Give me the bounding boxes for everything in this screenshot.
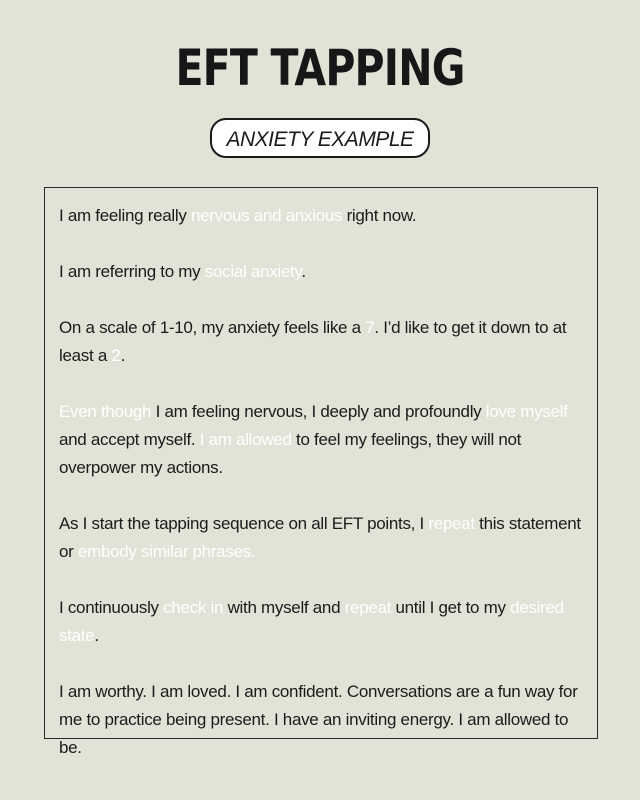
highlight-phrase: nervous and anxious — [190, 206, 343, 225]
text-segment: right now. — [342, 206, 417, 225]
highlight-phrase: check in — [163, 598, 224, 617]
text-segment: . — [301, 262, 306, 281]
paragraph-check-in — [59, 594, 583, 650]
paragraph-feeling — [59, 202, 583, 230]
paragraph-setup-statement — [59, 398, 583, 482]
text-segment: As I start the tapping sequence on all EFT points, I — [59, 514, 429, 533]
highlight-phrase: I am allowed — [199, 430, 292, 449]
paragraph-tapping-sequence — [59, 510, 583, 566]
text-segment: I am worthy. I am loved. I am confident. Conversations are a fun way for me to practice being present. I have an inviting energy. I am allowed to be. — [59, 682, 578, 757]
text-segment: I am feeling nervous, I deeply and profoundly — [151, 402, 486, 421]
page-title: EFT TAPPING — [175, 39, 465, 97]
text-segment: . — [94, 626, 99, 645]
text-segment: I am feeling really — [59, 206, 191, 225]
text-segment: and accept myself. — [59, 430, 200, 449]
highlight-phrase: love myself — [485, 402, 568, 421]
subtitle-container — [0, 118, 640, 158]
text-segment: . I’d like to get it down to at least a — [59, 318, 567, 365]
text-segment: . — [120, 346, 126, 365]
highlight-phrase: Even though — [59, 402, 152, 421]
text-segment: to feel my feelings, they will not overpower my actions. — [59, 430, 522, 477]
paragraph-referring — [59, 258, 583, 286]
script-box — [44, 187, 598, 757]
text-segment: I am referring to my — [59, 262, 205, 281]
text-segment: I continuously — [59, 598, 164, 617]
highlight-phrase: 7 — [365, 318, 375, 337]
text-segment: until I get to my — [391, 598, 511, 617]
highlight-phrase: social anxiety — [204, 262, 302, 281]
highlight-phrase: repeat — [428, 514, 475, 533]
subtitle-pill: ANXIETY EXAMPLE — [210, 118, 429, 158]
paragraph-affirmations — [59, 678, 583, 762]
highlight-phrase: 2 — [111, 346, 121, 365]
text-segment: On a scale of 1-10, my anxiety feels like a — [59, 318, 366, 337]
highlight-phrase: embody similar phrases. — [77, 542, 256, 561]
text-segment: this statement or — [59, 514, 581, 561]
highlight-phrase: desired state — [59, 598, 564, 645]
paragraph-scale — [59, 314, 583, 370]
highlight-phrase: repeat — [344, 598, 392, 617]
text-segment: with myself and — [223, 598, 345, 617]
